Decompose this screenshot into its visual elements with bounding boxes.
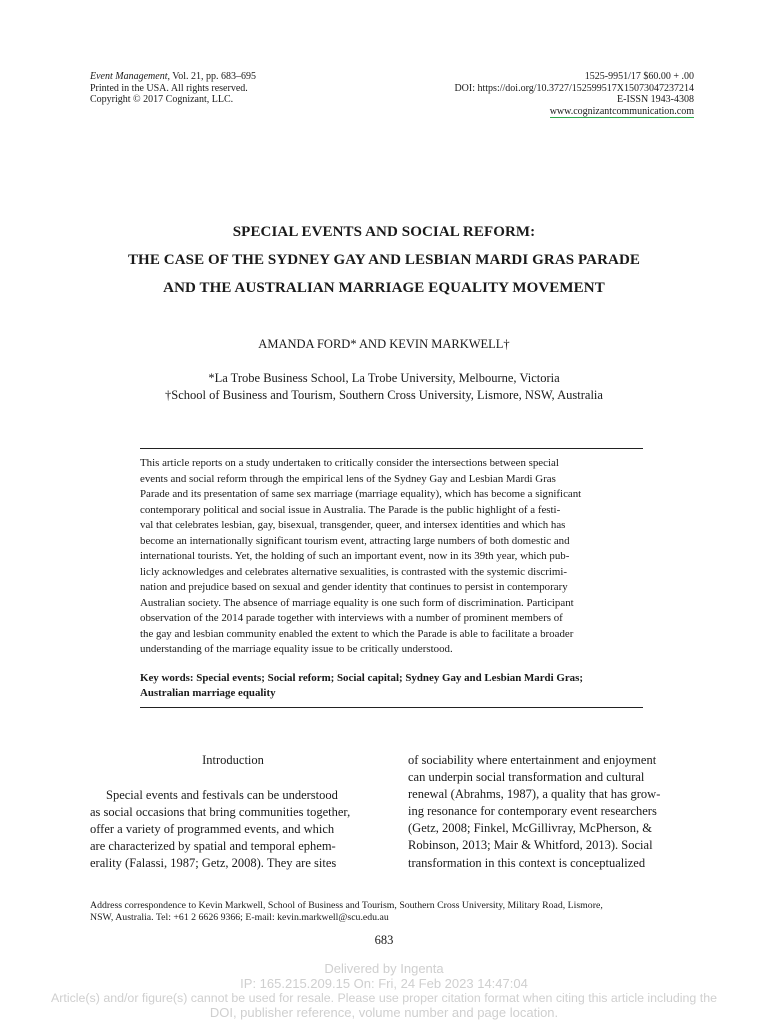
body-column-right (408, 752, 694, 872)
keywords-line: Key words: Special events; Social reform; Social capital; Sydney Gay and Lesbian Mardi Gras; (140, 672, 583, 684)
footnote-line: NSW, Australia. Tel: +61 2 6626 9366; E-mail: kevin.markwell@scu.edu.au (90, 912, 389, 924)
watermark-line: Article(s) and/or figure(s) cannot be used for resale. Please use proper citation format when citing this article including the (51, 991, 717, 1005)
title-line: THE CASE OF THE SYDNEY GAY AND LESBIAN MARDI GRAS PARADE (127, 252, 641, 268)
journal-volume: , Vol. 21, pp. 683–695 (167, 71, 257, 82)
body-line: (Getz, 2008; Finkel, McGillivray, McPherson, & (408, 821, 652, 836)
body-line: as social occasions that bring communities together, (90, 805, 351, 820)
abstract-line: This article reports on a study undertaken to critically consider the intersections between special (140, 457, 559, 469)
abstract (140, 456, 643, 658)
page-number: 683 (374, 933, 394, 947)
title-line: AND THE AUSTRALIAN MARRIAGE EQUALITY MOVEMENT (163, 280, 605, 296)
abstract-bottom-rule (140, 707, 643, 708)
abstract-line: nation and prejudice based on sexual and gender identity that continues to persist in contemporary (140, 581, 568, 593)
body-line: offer a variety of programmed events, and which (90, 822, 335, 837)
eissn: E-ISSN 1943-4308 (617, 94, 694, 106)
printed-note: Printed in the USA. All rights reserved. (90, 82, 248, 94)
journal-citation (90, 71, 256, 83)
journal-name: Event Management (90, 71, 168, 82)
abstract-line: val that celebrates lesbian, gay, bisexual, transgender, queer, and intersex identities and which has (140, 519, 566, 531)
body-line: of sociability where entertainment and enjoyment (408, 753, 657, 767)
correspondence-footnote (90, 900, 694, 924)
body-line: can underpin social transformation and cultural (408, 770, 645, 785)
price-code: 1525-9951/17 $60.00 + .00 (584, 71, 694, 82)
abstract-line: Australian society. The absence of marriage equality is one such form of discrimination. Participant (140, 596, 574, 609)
authors: AMANDA FORD* AND KEVIN MARKWELL† (258, 337, 510, 351)
watermark-line: Delivered by Ingenta (324, 961, 444, 976)
abstract-line: events and social reform through the empirical lens of the Sydney Gay and Lesbian Mardi Gras (140, 472, 556, 485)
journal-info (90, 71, 256, 106)
body-line: Special events and festivals can be understood (106, 788, 338, 802)
publication-ids (454, 71, 694, 117)
article-title (0, 218, 768, 302)
keywords-line: Australian marriage equality (140, 687, 276, 699)
watermark-line: DOI, publisher reference, volume number and page location. (209, 1004, 559, 1020)
publisher-link[interactable]: www.cognizantcommunication.com (549, 105, 694, 117)
doi: DOI: https://doi.org/10.3727/152599517X15073047237214 (454, 82, 694, 94)
watermark-line: IP: 165.215.209.15 On: Fri, 24 Feb 2023 14:47:04 (240, 975, 528, 991)
body-line: ing resonance for contemporary event researchers (408, 804, 657, 819)
abstract-line: the gay and lesbian community enabled the extent to which the Parade is able to facilitate a broader (140, 627, 574, 640)
title-line: SPECIAL EVENTS AND SOCIAL REFORM: (232, 224, 536, 240)
section-heading: Introduction (202, 753, 264, 767)
keywords (140, 671, 643, 701)
footnote-line: Address correspondence to Kevin Markwell, School of Business and Tourism, Southern Cross University, Military Road, Lismore, (90, 900, 603, 911)
body-line: renewal (Abrahms, 1987), a quality that has grow- (408, 787, 661, 802)
affiliation: †School of Business and Tourism, Southern Cross University, Lismore, NSW, Australia (165, 388, 603, 402)
copyright-note: Copyright © 2017 Cognizant, LLC. (90, 94, 234, 106)
affiliations (0, 370, 768, 404)
body-column-left (90, 787, 376, 872)
affiliation: *La Trobe Business School, La Trobe University, Melbourne, Victoria (208, 371, 560, 385)
abstract-line: become an internationally significant tourism event, attracting large numbers of both domestic and (140, 534, 570, 547)
abstract-line: international tourists. Yet, the holding of such an important event, now in its 39th year, which pub- (140, 550, 570, 562)
delivery-watermark (0, 962, 768, 1020)
abstract-top-rule (140, 448, 643, 449)
body-line: erality (Falassi, 1987; Getz, 2008). They are sites (90, 856, 337, 871)
body-line: transformation in this context is conceptualized (408, 855, 646, 870)
abstract-line: contemporary political and social issue in Australia. The Parade is the public highlight of a festi- (140, 503, 561, 516)
abstract-line: licly acknowledges and celebrates alternative sexualities, is contrasted with the systemic discrimi- (140, 565, 568, 578)
abstract-line: understanding of the marriage equality issue to be critically understood. (140, 643, 453, 655)
abstract-line: Parade and its presentation of same sex marriage (marriage equality), which has become a significant (140, 488, 582, 500)
abstract-line: observation of the 2014 parade together with interviews with a number of prominent members of (140, 612, 563, 624)
body-line: are characterized by spatial and temporal ephem- (90, 839, 336, 854)
body-line: Robinson, 2013; Mair & Whitford, 2013). Social (408, 838, 653, 853)
